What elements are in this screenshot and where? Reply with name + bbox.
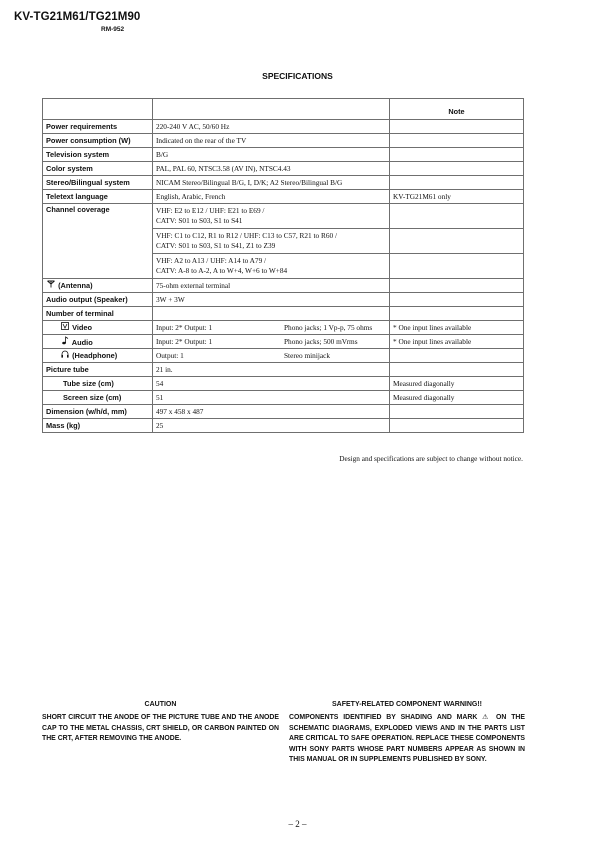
table-row <box>43 335 524 349</box>
audio-connector: Phono jacks; 500 mVrms <box>284 336 358 346</box>
row-value <box>153 204 390 229</box>
channel-line: CATV: S01 to S03, S1 to S41, Z1 to Z39 <box>156 241 276 250</box>
page-title: SPECIFICATIONS <box>262 71 333 81</box>
row-label: Color system <box>43 162 153 176</box>
table-row <box>43 321 524 335</box>
headphone-io: Output: 1 <box>156 350 184 360</box>
model-number: KV-TG21M61/TG21M90 <box>14 11 141 23</box>
row-note <box>390 148 524 162</box>
row-note <box>390 162 524 176</box>
row-value: Indicated on the rear of the TV <box>153 134 390 148</box>
table-row <box>43 391 524 405</box>
table-row <box>43 307 524 321</box>
row-label: Picture tube <box>43 363 153 377</box>
channel-line: CATV: A-8 to A-2, A to W+4, W+6 to W+84 <box>156 266 288 275</box>
audio-note-icon <box>60 336 70 348</box>
row-note: Measured diagonally <box>390 391 524 405</box>
row-value: English, Arabic, French <box>153 190 390 204</box>
row-label: Tube size (cm) <box>43 377 153 391</box>
antenna-icon <box>46 280 56 291</box>
row-value: 21 in. <box>153 363 390 377</box>
channel-line: VHF: C1 to C12, R1 to R12 / UHF: C13 to C57, R21 to R60 / <box>156 231 338 240</box>
row-label <box>43 279 153 293</box>
row-label: Power requirements <box>43 120 153 134</box>
row-label: Number of terminal <box>43 307 153 321</box>
row-label: Dimension (w/h/d, mm) <box>43 405 153 419</box>
row-value: 54 <box>153 377 390 391</box>
safety-warning-title: SAFETY-RELATED COMPONENT WARNING!! <box>332 701 482 708</box>
row-label: Audio output (Speaker) <box>43 293 153 307</box>
row-note: KV-TG21M61 only <box>390 190 524 204</box>
row-value: 3W + 3W <box>153 293 390 307</box>
channel-line: CATV: S01 to S03, S1 to S41 <box>156 216 243 225</box>
row-note <box>390 405 524 419</box>
row-label <box>43 321 153 335</box>
table-row <box>43 279 524 293</box>
table-row <box>43 363 524 377</box>
channel-line: VHF: A2 to A13 / UHF: A14 to A79 / <box>156 256 267 265</box>
disclaimer-text: Design and specifications are subject to change without notice. <box>339 454 523 463</box>
row-label: Teletext language <box>43 190 153 204</box>
row-value <box>153 335 390 349</box>
row-note <box>390 254 524 279</box>
row-value: PAL, PAL 60, NTSC3.58 (AV IN), NTSC4.43 <box>153 162 390 176</box>
row-value: 497 x 458 x 487 <box>153 405 390 419</box>
antenna-label: (Antenna) <box>58 281 93 290</box>
row-value: NICAM Stereo/Bilingual B/G, I, D/K; A2 Stereo/Bilingual B/G <box>153 176 390 190</box>
table-row <box>43 405 524 419</box>
row-label: Screen size (cm) <box>43 391 153 405</box>
table-row <box>43 419 524 433</box>
headphone-icon <box>60 350 70 361</box>
row-label: Stereo/Bilingual system <box>43 176 153 190</box>
caution-body: SHORT CIRCUIT THE ANODE OF THE PICTURE TUBE AND THE ANODE CAP TO THE METAL CHASSIS, CRT SHIELD, OR CARBON PAINTED ON THE CRT, AFTER REMOVING THE ANODE. <box>42 714 279 742</box>
chassis-number: RM-952 <box>101 26 125 33</box>
page-number: – 2 – <box>288 819 307 829</box>
row-note <box>390 349 524 363</box>
row-note: Measured diagonally <box>390 377 524 391</box>
row-value <box>153 254 390 279</box>
table-row <box>43 134 524 148</box>
row-value: 75-ohm external terminal <box>153 279 390 293</box>
table-row <box>43 176 524 190</box>
video-input-icon <box>60 322 70 333</box>
headphone-connector: Stereo minijack <box>284 350 330 360</box>
row-value: 25 <box>153 419 390 433</box>
row-value: B/G <box>153 148 390 162</box>
table-header-row <box>43 99 524 120</box>
row-note: * One input lines available <box>390 335 524 349</box>
video-connector: Phono jacks; 1 Vp-p, 75 ohms <box>284 322 373 332</box>
row-note <box>390 279 524 293</box>
row-value <box>153 321 390 335</box>
row-label: Power consumption (W) <box>43 134 153 148</box>
table-row <box>43 148 524 162</box>
audio-label: Audio <box>71 337 93 347</box>
table-row <box>43 190 524 204</box>
row-note <box>390 120 524 134</box>
row-value <box>153 349 390 363</box>
row-note <box>390 176 524 190</box>
table-row <box>43 377 524 391</box>
row-note <box>390 204 524 229</box>
row-note <box>390 293 524 307</box>
header-cell-label <box>43 99 153 120</box>
row-note <box>390 134 524 148</box>
row-label <box>43 335 153 349</box>
row-label <box>43 349 153 363</box>
row-label: Channel coverage <box>43 204 153 279</box>
table-row <box>43 120 524 134</box>
caution-title: CAUTION <box>144 701 177 708</box>
row-note <box>390 229 524 254</box>
video-label: Video <box>72 323 93 332</box>
channel-line: VHF: E2 to E12 / UHF: E21 to E69 / <box>156 206 265 215</box>
row-note <box>390 419 524 433</box>
table-row <box>43 162 524 176</box>
row-note: * One input lines available <box>390 321 524 335</box>
table-row <box>43 204 524 229</box>
table-row <box>43 293 524 307</box>
row-label: Mass (kg) <box>43 419 153 433</box>
row-value: 220-240 V AC, 50/60 Hz <box>153 120 390 134</box>
note-header: Note <box>390 99 524 120</box>
row-value <box>153 307 390 321</box>
audio-io: Input: 2* Output: 1 <box>156 336 213 346</box>
table-row <box>43 349 524 363</box>
row-label: Television system <box>43 148 153 162</box>
headphone-label: (Headphone) <box>72 351 118 360</box>
specifications-table <box>42 98 524 433</box>
safety-warning-body: COMPONENTS IDENTIFIED BY SHADING AND MARK ⚠ ON THE SCHEMATIC DIAGRAMS, EXPLODED VIEWS AND IN THE PARTS LIST ARE CRITICAL TO SAFE OPERATION. REPLACE THESE COMPONENTS WITH SONY PARTS WHOSE PART NUMBERS APPEAR AS SHOWN IN THIS MANUAL OR IN SUPPLEMENTS PUBLISHED BY SONY. <box>289 714 525 763</box>
row-note <box>390 363 524 377</box>
row-note <box>390 307 524 321</box>
row-value <box>153 229 390 254</box>
header-cell-value <box>153 99 390 120</box>
row-value: 51 <box>153 391 390 405</box>
video-io: Input: 2* Output: 1 <box>156 322 213 332</box>
